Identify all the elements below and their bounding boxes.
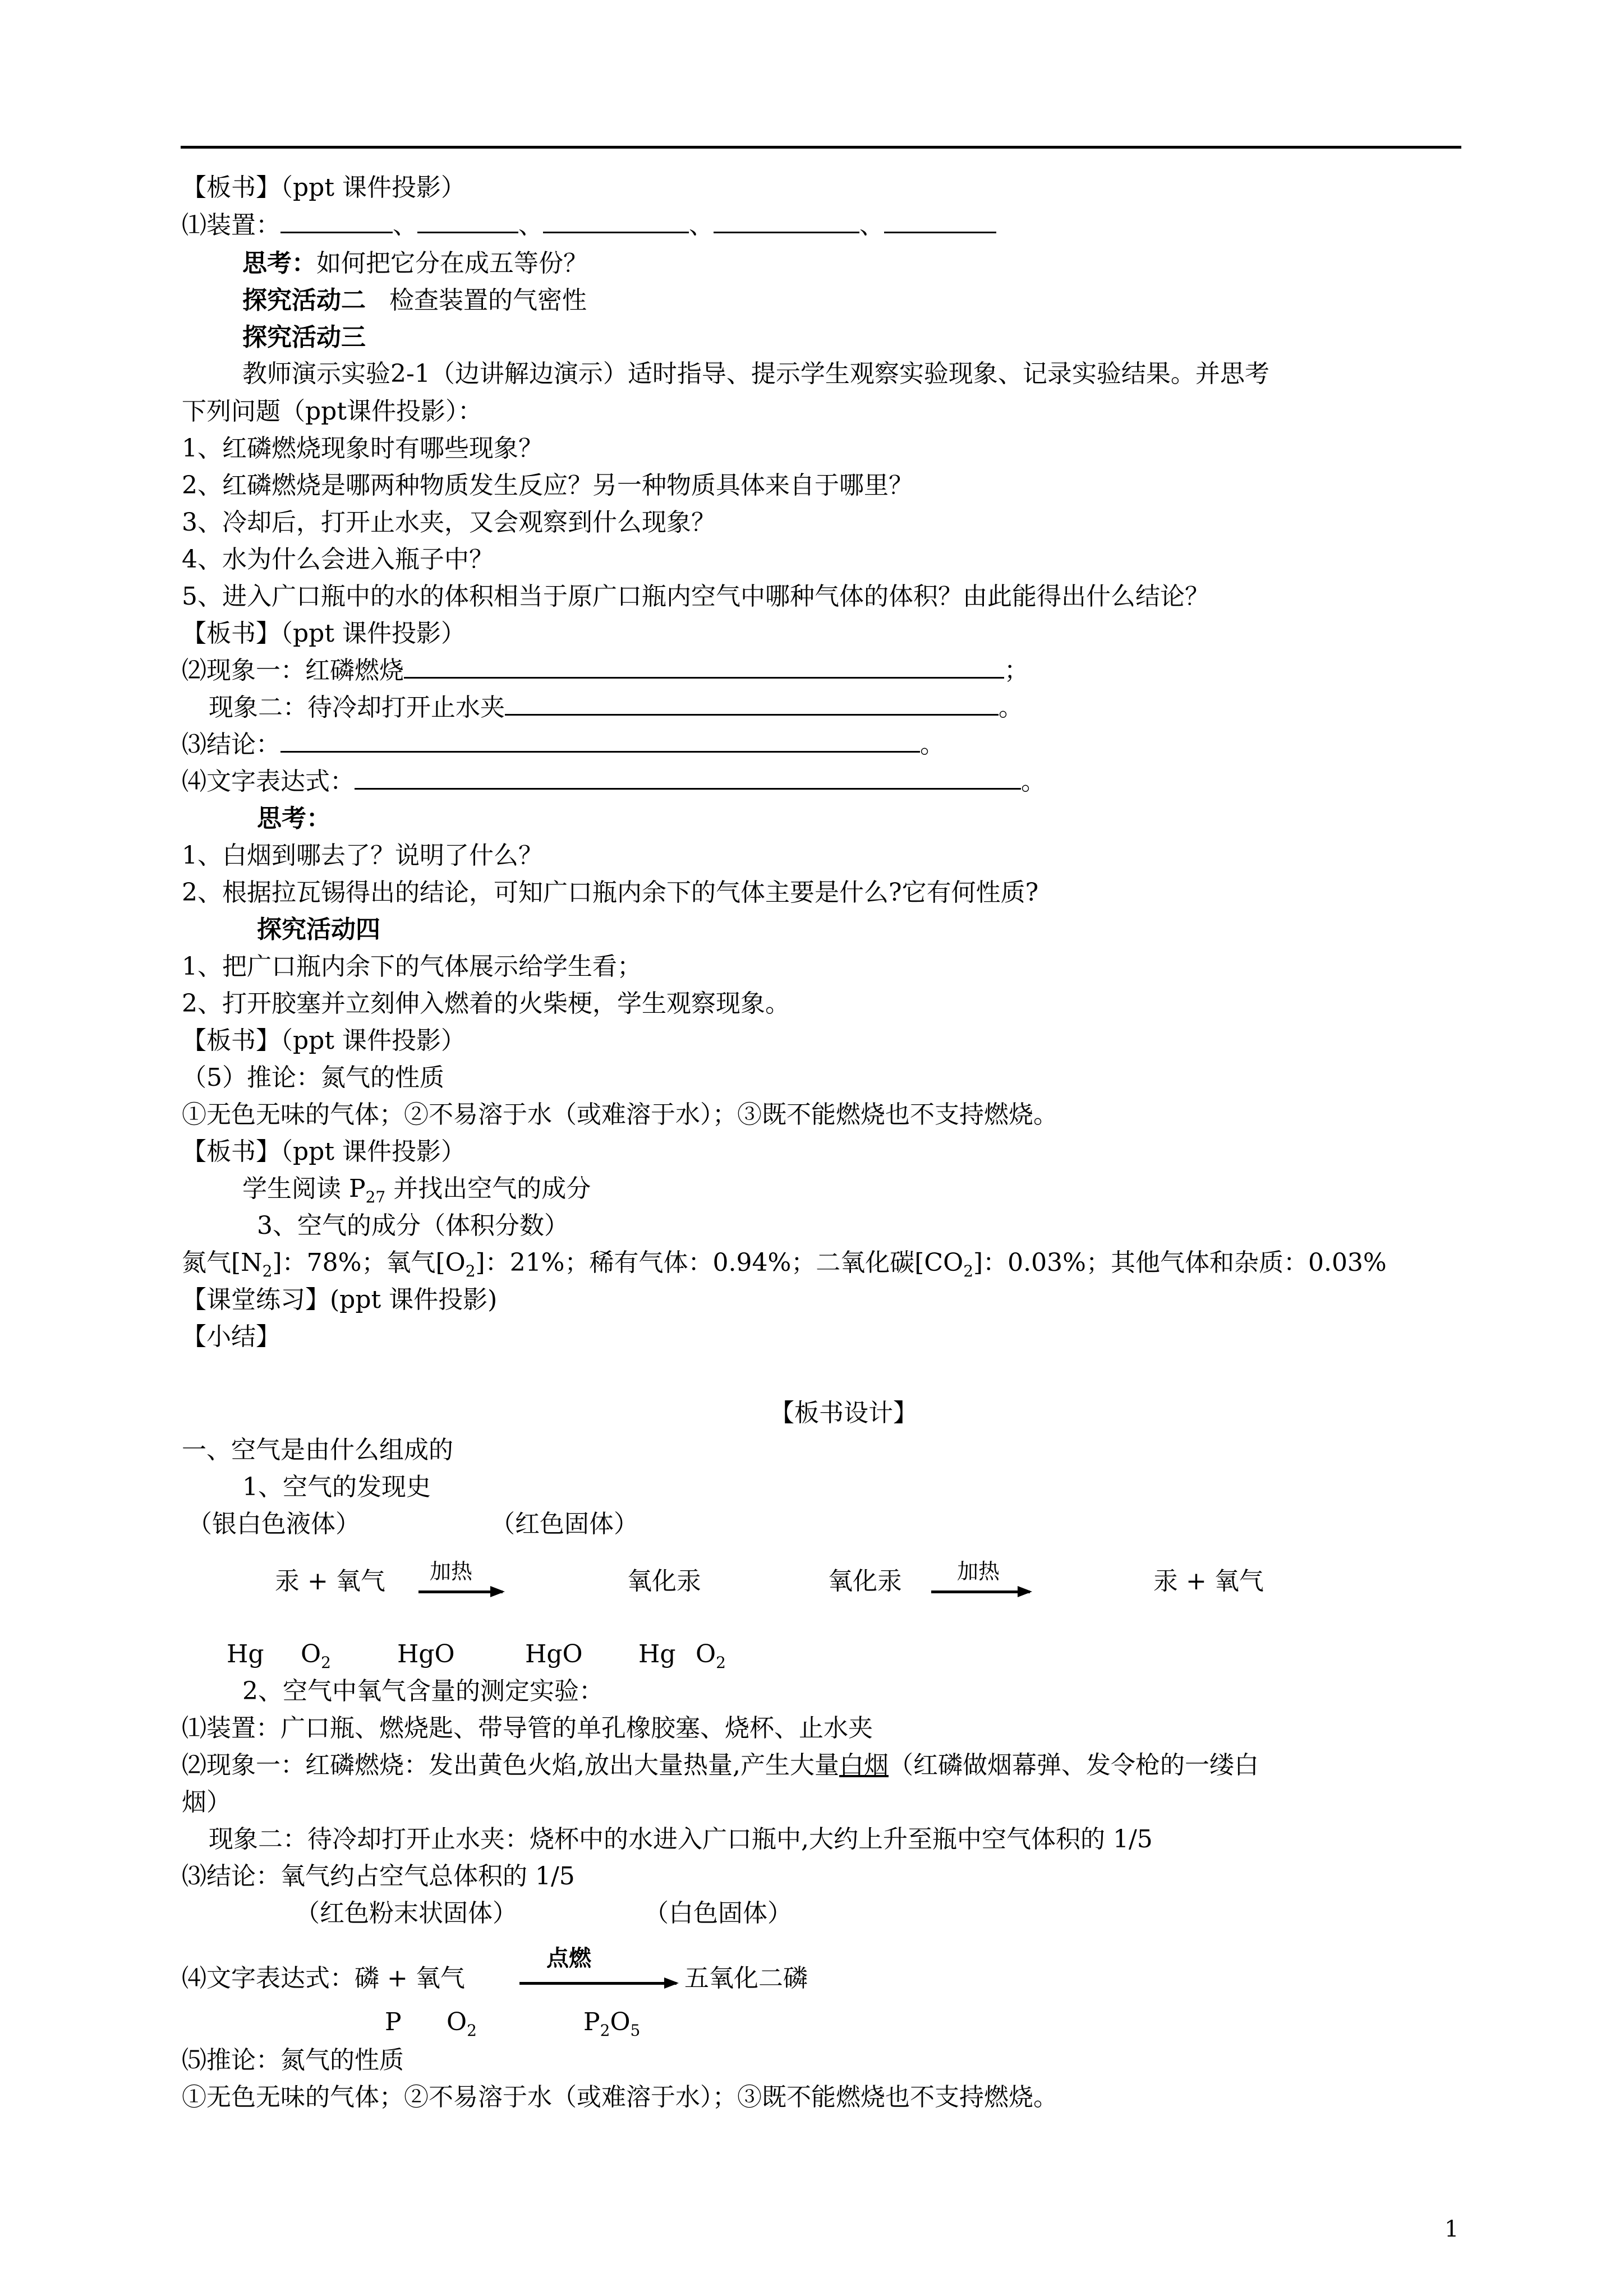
blank-5[interactable] [884, 209, 996, 233]
design-subheading-2: 2、空气中氧气含量的测定实验： [242, 1677, 604, 1705]
think-text: 如何把它分在成五等份？ [316, 249, 588, 278]
page-number: 1 [1444, 2216, 1459, 2242]
reading-task [242, 1172, 591, 1214]
subscript: 2 [465, 1262, 476, 1280]
period: 。 [920, 730, 945, 759]
phenomenon-note: （红磷做烟幕弹、发令枪的一缕白 [888, 1751, 1259, 1779]
nitrogen-properties: ①无色无味的气体；②不易溶于水（或难溶于水）；③既不能燃烧也不支持燃烧。 [182, 1100, 1058, 1129]
think-question-1: 1、白烟到哪去了？说明了什么？ [182, 841, 543, 870]
subscript: 2 [600, 2021, 610, 2040]
formula-o2 [301, 1638, 331, 1680]
oxygen-text: ]：78%；氧气[O [272, 1248, 466, 1277]
nitrogen-text: 氮气[N [182, 1248, 263, 1277]
design-expression-left: ⑷文字表达式：磷 + 氧气 [182, 1964, 465, 1993]
formula-symbol: O [610, 2008, 631, 2036]
board-note-1: 【板书】（ppt 课件投影） [182, 173, 466, 202]
board-note-4: 【板书】（ppt 课件投影） [182, 1137, 466, 1166]
blank-expression[interactable] [355, 766, 1021, 790]
paragraph-line-1: 教师演示实验2-1（边讲解边演示）适时指导、提示学生观察实验现象、记录实验结果。并思考 [242, 359, 1269, 388]
design-phenomenon-2: 现象二：待冷却打开止水夹：烧杯中的水进入广口瓶中,大约上升至瓶中空气体积的 1/5 [209, 1825, 1153, 1854]
question-2: 2、红磷燃烧是哪两种物质发生反应？另一种物质具体来自于哪里？ [182, 471, 913, 500]
period: 。 [999, 693, 1023, 722]
subscript: 2 [716, 1653, 726, 1672]
design-apparatus: ⑴装置：广口瓶、燃烧匙、带导管的单孔橡胶塞、烧杯、止水夹 [182, 1714, 873, 1742]
white-solid-note: （白色固体） [644, 1899, 792, 1928]
design-subheading-1: 1、空气的发现史 [242, 1473, 431, 1501]
formula-p: P [385, 2008, 402, 2036]
equation-2-left: 氧化汞 [828, 1567, 902, 1596]
blank-1[interactable] [280, 209, 393, 233]
question-4: 4、水为什么会进入瓶子中？ [182, 545, 494, 574]
air-composition-heading: 3、空气的成分（体积分数） [257, 1211, 569, 1240]
silver-liquid-note: （银白色液体） [187, 1510, 360, 1538]
design-phenomenon-1-cont: 烟） [182, 1788, 231, 1816]
formula-p2o5 [583, 2005, 640, 2048]
design-expression-right: 五氧化二磷 [684, 1964, 808, 1993]
other-text: ]：0.03%；其他气体和杂质：0.03% [973, 1248, 1387, 1277]
formula-symbol: O [696, 1640, 716, 1668]
think-line-1 [242, 247, 588, 280]
formula-symbol: O [447, 2008, 467, 2036]
red-solid-note: （红色固体） [490, 1510, 638, 1538]
phenomenon-text: ⑵现象一：红磷燃烧：发出黄色火焰,放出大量热量,产生大量 [182, 1751, 839, 1779]
white-smoke-underlined: 白烟 [839, 1751, 889, 1779]
equation-1-condition: 加热 [430, 1559, 473, 1584]
phenomenon-1-fill-in [182, 654, 1029, 688]
subscript: 2 [467, 2021, 477, 2040]
red-powder-note: （红色粉末状固体） [295, 1899, 517, 1928]
class-exercise: 【课堂练习】(ppt 课件投影) [182, 1285, 498, 1314]
question-3: 3、冷却后，打开止水夹，又会观察到什么现象？ [182, 508, 716, 537]
activity-2 [242, 284, 587, 317]
formula-hgo: HgO [397, 1640, 455, 1668]
design-inference: ⑸推论：氮气的性质 [182, 2046, 404, 2074]
think-label-2: 思考： [257, 804, 331, 833]
activity-2-title: 探究活动二 [242, 286, 366, 315]
formula-o2 [696, 1638, 726, 1680]
activity-3-title: 探究活动三 [242, 323, 366, 352]
activity-4-step-2: 2、打开胶塞并立刻伸入燃着的火柴梗，学生观察现象。 [182, 989, 790, 1018]
board-note-3: 【板书】（ppt 课件投影） [182, 1026, 466, 1055]
formula-hg: Hg [227, 1640, 264, 1668]
reaction-arrow-icon [931, 1590, 1030, 1593]
board-note-2: 【板书】（ppt 课件投影） [182, 619, 466, 648]
formula-symbol: O [301, 1640, 321, 1668]
blank-phenomenon-1[interactable] [404, 654, 1004, 679]
equation-1-right: 氧化汞 [627, 1567, 701, 1596]
design-heading-1: 一、空气是由什么组成的 [182, 1436, 453, 1464]
subscript: 5 [630, 2021, 641, 2040]
apparatus-fill-in: ⑴装置： 、 、 、 、 [182, 209, 996, 242]
reading-text-end: 并找出空气的成分 [385, 1174, 591, 1203]
blank-2[interactable] [417, 209, 518, 233]
formula-symbol: P [583, 2008, 600, 2036]
activity-4-title: 探究活动四 [257, 915, 380, 944]
design-conclusion: ⑶结论：氧气约占空气总体积的 1/5 [182, 1862, 575, 1891]
equation-1-left: 汞 + 氧气 [275, 1567, 385, 1596]
activity-2-text: 检查装置的气密性 [389, 286, 587, 315]
phenomenon-1-label: ⑵现象一：红磷燃烧 [182, 656, 404, 685]
question-5: 5、进入广口瓶中的水的体积相当于原广口瓶内空气中哪种气体的体积？由此能得出什么结论？ [182, 582, 1209, 611]
period: 。 [1021, 767, 1046, 796]
equation-2-right: 汞 + 氧气 [1153, 1567, 1264, 1596]
conclusion-fill-in [182, 728, 945, 762]
formula-hg: Hg [638, 1640, 676, 1668]
blank-phenomenon-2[interactable] [505, 691, 999, 716]
co2-text: ]：21%；稀有气体：0.94%；二氧化碳[CO [475, 1248, 964, 1277]
conclusion-label: ⑶结论： [182, 730, 280, 759]
semicolon: ； [1004, 656, 1029, 685]
ignite-condition: 点燃 [546, 1945, 591, 1971]
apparatus-label: ⑴装置： [182, 211, 280, 239]
think-label: 思考： [242, 249, 316, 278]
think-question-2: 2、根据拉瓦锡得出的结论，可知广口瓶内余下的气体主要是什么?它有何性质? [182, 878, 1039, 907]
design-nitrogen-properties: ①无色无味的气体；②不易溶于水（或难溶于水）；③既不能燃烧也不支持燃烧。 [182, 2083, 1058, 2111]
blank-4[interactable] [714, 209, 859, 233]
reading-text: 学生阅读 P [242, 1174, 366, 1203]
subscript: 2 [321, 1653, 331, 1672]
subscript: 2 [262, 1262, 273, 1280]
reaction-arrow-icon [418, 1590, 503, 1593]
phenomenon-2-fill-in [209, 691, 1023, 725]
reaction-arrow-icon [519, 1982, 677, 1985]
design-phenomenon-1 [182, 1749, 1259, 1782]
activity-4-step-1: 1、把广口瓶内余下的气体展示给学生看； [182, 952, 642, 981]
subscript: 2 [963, 1262, 974, 1280]
board-design-title: 【板书设计】 [770, 1399, 918, 1427]
equation-2-condition: 加热 [957, 1559, 1000, 1584]
summary: 【小结】 [182, 1322, 280, 1351]
inference-heading: （5）推论：氮气的性质 [182, 1063, 444, 1092]
phenomenon-2-label: 现象二：待冷却打开止水夹 [209, 693, 505, 722]
header-rule [181, 146, 1461, 149]
blank-conclusion[interactable] [280, 729, 920, 753]
formula-o2 [447, 2005, 477, 2048]
question-1: 1、红磷燃烧现象时有哪些现象？ [182, 434, 543, 463]
expression-label: ⑷文字表达式： [182, 767, 355, 796]
blank-3[interactable] [543, 209, 689, 233]
page-subscript: 27 [365, 1188, 386, 1206]
air-composition-values [182, 1246, 1387, 1288]
formula-hgo: HgO [525, 1640, 583, 1668]
paragraph-line-2: 下列问题（ppt课件投影）： [182, 397, 483, 426]
expression-fill-in [182, 765, 1046, 799]
